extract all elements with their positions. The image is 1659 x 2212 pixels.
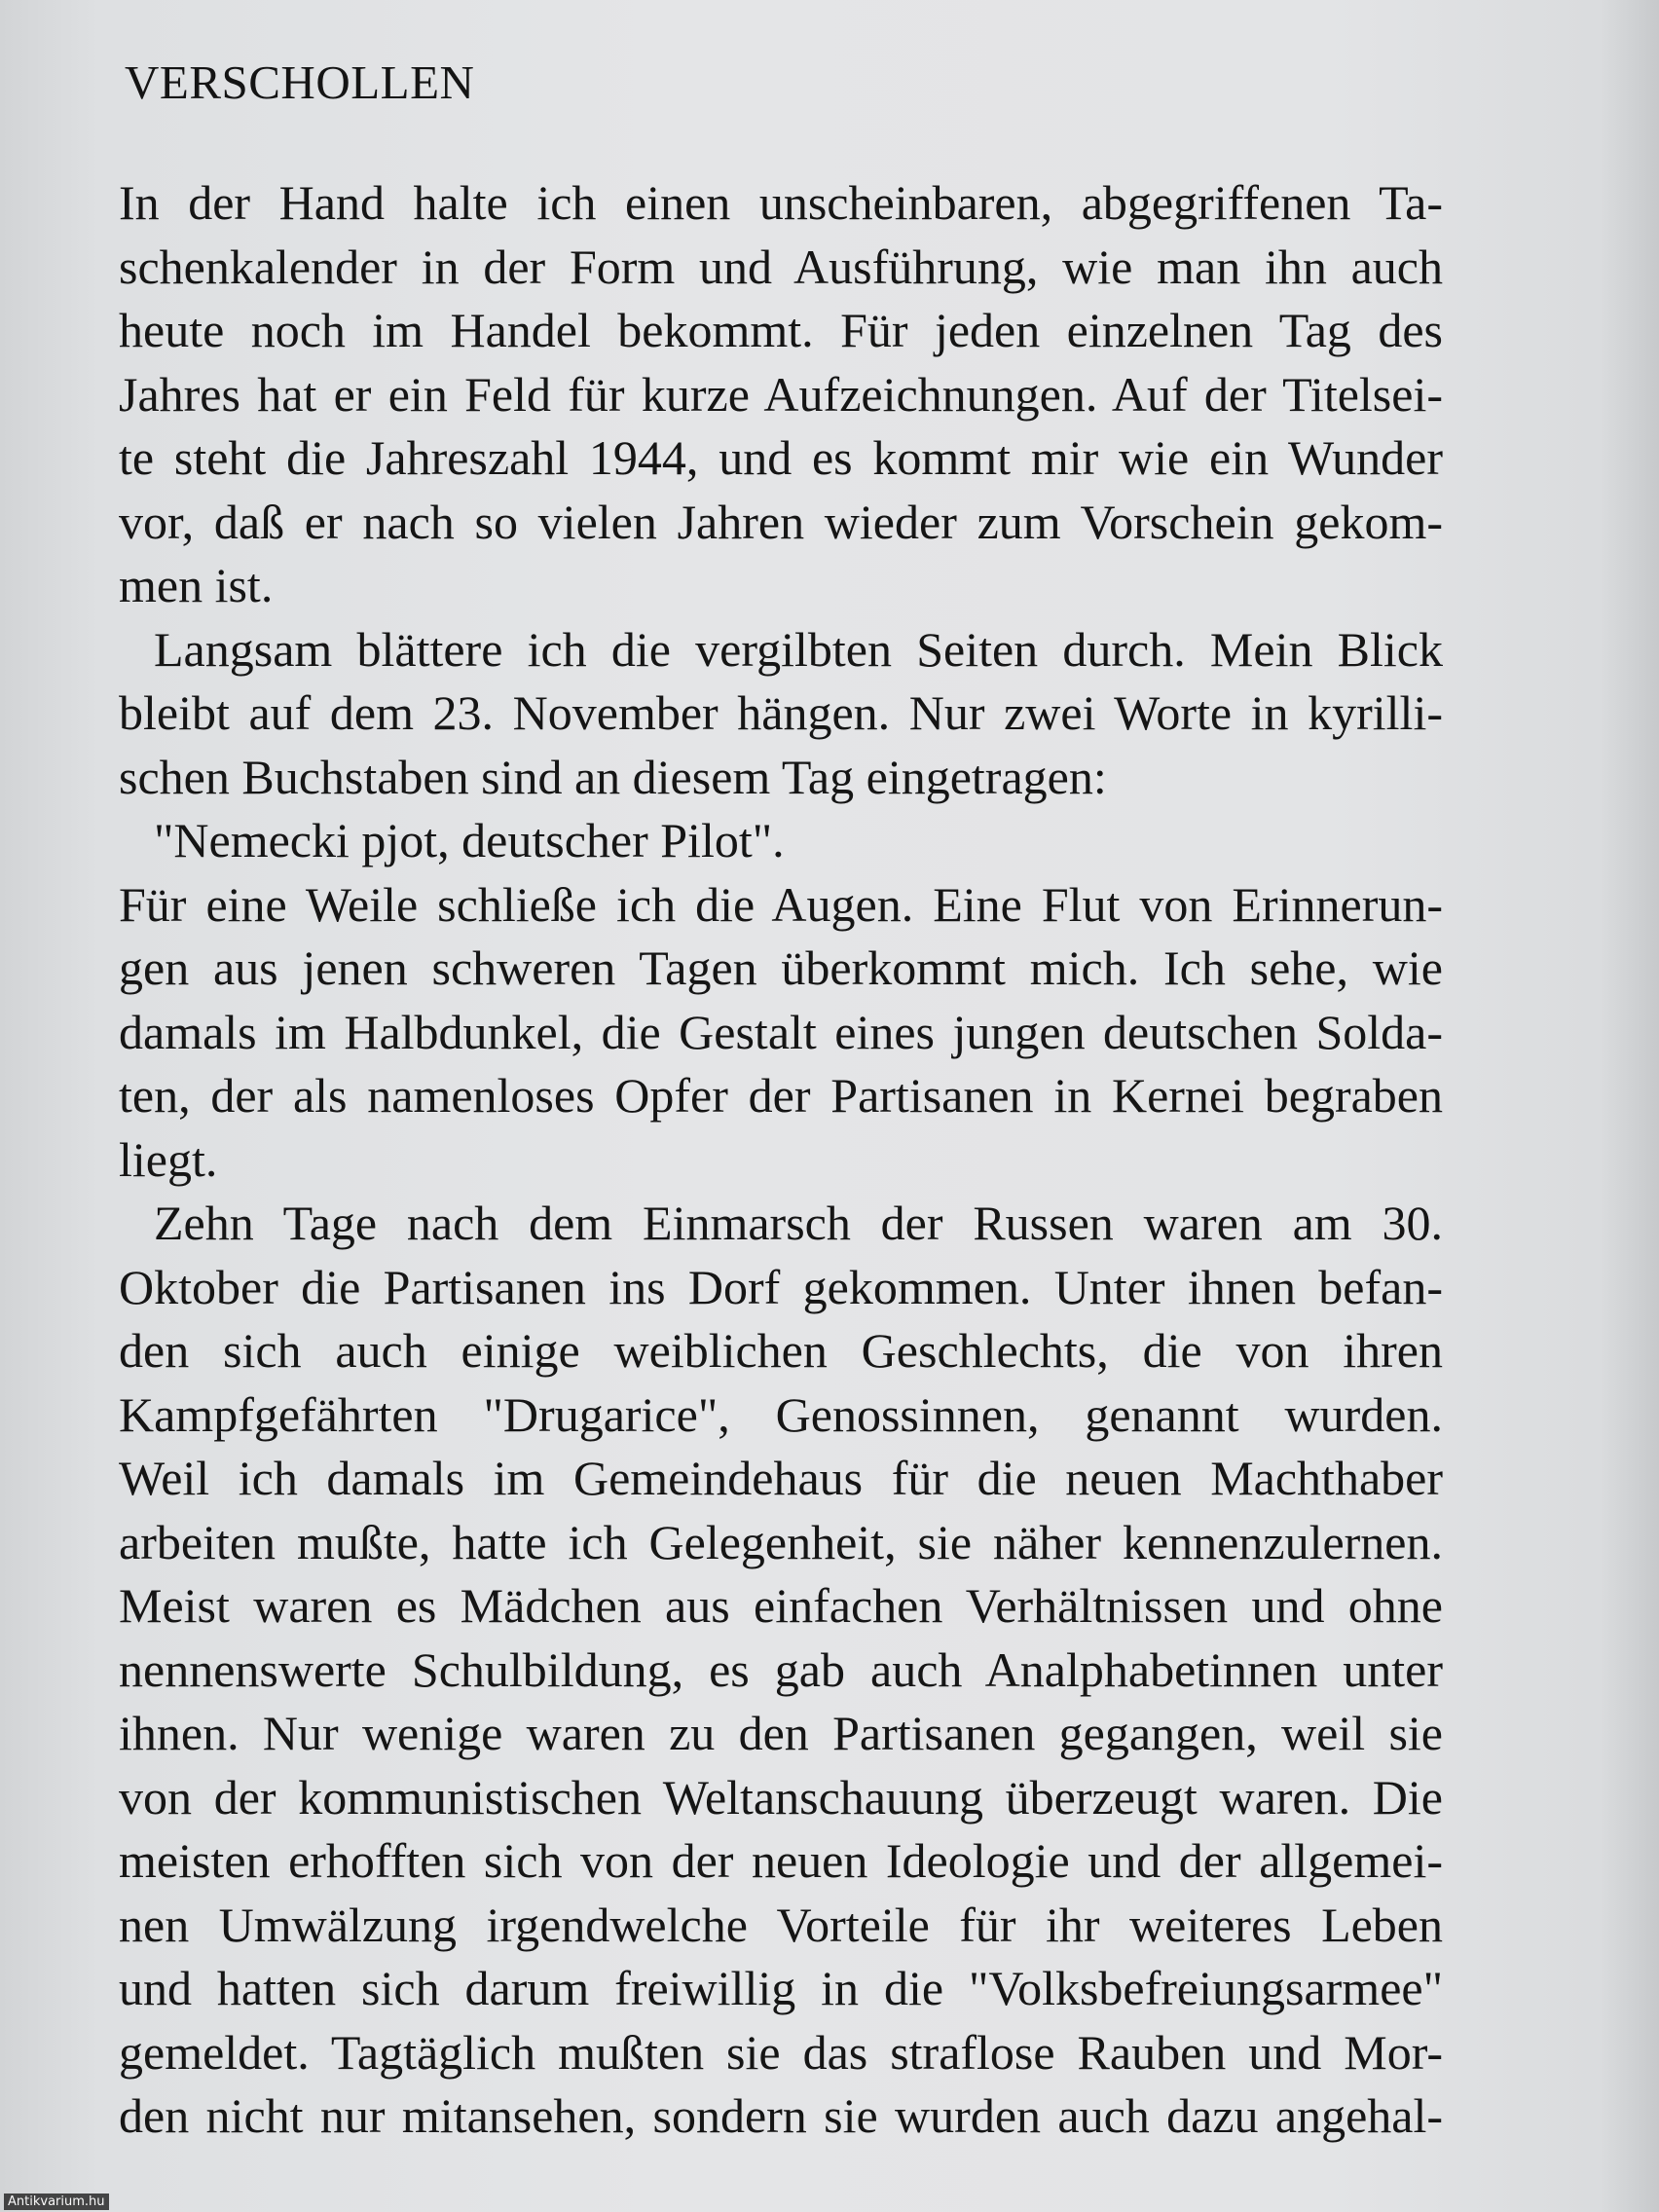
- text-line: gemeldet. Tagtäglich mußten sie das straflose Rauben und Mor-: [119, 2024, 1443, 2080]
- text-line: Jahres hat er ein Feld für kurze Aufzeichnungen. Auf der Titelsei-: [119, 366, 1443, 422]
- text-line: Meist waren es Mädchen aus einfachen Verhältnissen und ohne: [119, 1578, 1443, 1633]
- text-line: ihnen. Nur wenige waren zu den Partisanen gegangen, weil sie: [119, 1706, 1443, 1760]
- text-line: ten, der als namenloses Opfer der Partisanen in Kernei begraben: [119, 1068, 1443, 1123]
- body-text: [119, 171, 1443, 2149]
- text-line: men ist.: [119, 558, 274, 612]
- text-line: heute noch im Handel bekommt. Für jeden einzelnen Tag des: [119, 303, 1443, 357]
- text-line: liegt.: [119, 1131, 218, 1187]
- text-line: vor, daß er nach so vielen Jahren wieder zum Vorschein gekom-: [119, 494, 1443, 549]
- chapter-title: VERSCHOLLEN: [125, 55, 475, 109]
- text-line: den sich auch einige weiblichen Geschlechts, die von ihren: [119, 1323, 1443, 1378]
- text-line: "Nemecki pjot, deutscher Pilot".: [154, 813, 785, 867]
- text-line: In der Hand halte ich einen unscheinbaren, abgegriffenen Ta-: [119, 175, 1443, 230]
- text-line: meisten erhofften sich von der neuen Ideologie und der allgemei-: [119, 1833, 1443, 1888]
- text-line: schen Buchstaben sind an diesem Tag eingetragen:: [119, 749, 1107, 804]
- text-line: nen Umwälzung irgendwelche Vorteile für ihr weiteres Leben: [119, 1897, 1443, 1952]
- text-line: te steht die Jahreszahl 1944, und es kommt mir wie ein Wunder: [119, 430, 1443, 485]
- text-line: von der kommunistischen Weltanschauung überzeugt waren. Die: [119, 1769, 1443, 1825]
- text-line: den nicht nur mitansehen, sondern sie wurden auch dazu angehal-: [119, 2088, 1443, 2143]
- text-line: Langsam blättere ich die vergilbten Seiten durch. Mein Blick: [154, 621, 1443, 677]
- text-line: Für eine Weile schließe ich die Augen. Eine Flut von Erinnerun-: [119, 876, 1443, 932]
- text-line: Oktober die Partisanen ins Dorf gekommen. Unter ihnen befan-: [119, 1259, 1443, 1314]
- text-line: Kampfgefährten "Drugarice", Genossinnen, genannt wurden.: [119, 1386, 1443, 1442]
- text-line: Weil ich damals im Gemeindehaus für die neuen Machthaber: [119, 1451, 1443, 1505]
- text-line: bleibt auf dem 23. November hängen. Nur zwei Worte in kyrilli-: [119, 685, 1443, 740]
- text-line: gen aus jenen schweren Tagen überkommt mich. Ich sehe, wie: [119, 940, 1443, 995]
- text-line: schenkalender in der Form und Ausführung, wie man ihn auch: [119, 239, 1443, 294]
- text-line: Zehn Tage nach dem Einmarsch der Russen waren am 30.: [154, 1196, 1443, 1250]
- source-watermark: Antikvarium.hu: [4, 2194, 109, 2210]
- text-line: nennenswerte Schulbildung, es gab auch Analphabetinnen unter: [119, 1641, 1443, 1697]
- text-line: damals im Halbdunkel, die Gestalt eines jungen deutschen Solda-: [119, 1004, 1443, 1059]
- text-line: arbeiten mußte, hatte ich Gelegenheit, sie näher kennenzulernen.: [119, 1514, 1443, 1569]
- text-line: und hatten sich darum freiwillig in die "Volksbefreiungsarmee": [119, 1961, 1443, 2015]
